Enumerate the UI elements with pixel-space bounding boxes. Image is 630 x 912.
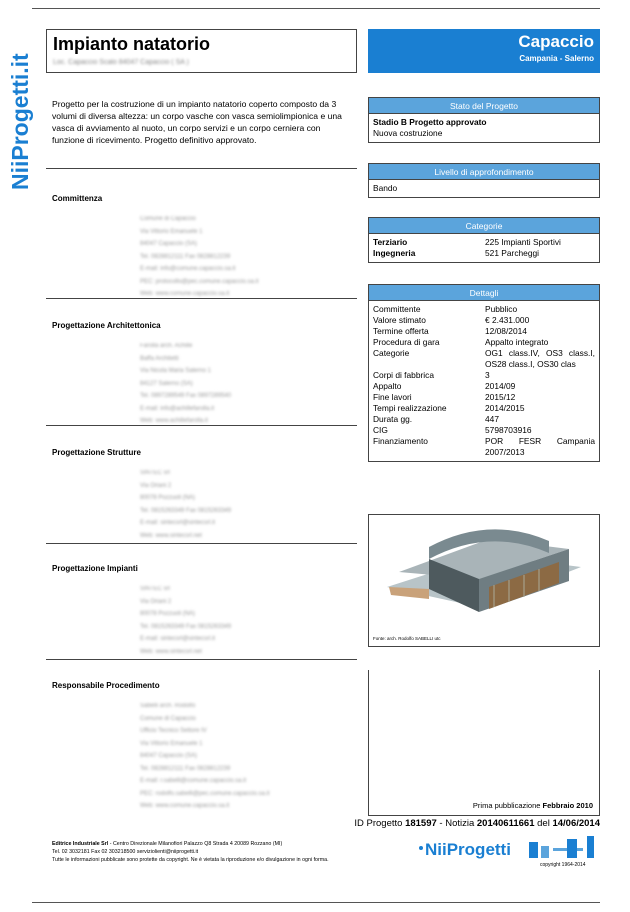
- party-contact-line: Via Vittorio Emanuele 1: [140, 740, 203, 747]
- niiprogetti-logo: [417, 836, 600, 860]
- party-heading: Progettazione Strutture: [52, 448, 141, 457]
- dettagli-key: Valore stimato: [373, 315, 426, 325]
- party-heading: Responsabile Procedimento: [52, 681, 160, 690]
- party-contact-line: Ufficio Tecnico Settore IV: [140, 728, 207, 734]
- dettagli-key: Procedura di gara: [373, 337, 440, 347]
- footer-company: Editrice Industriale Srl: [52, 841, 109, 847]
- categorie-heading: Categorie: [369, 218, 599, 234]
- dettagli-key: Committente: [373, 304, 421, 314]
- party-contact-line: Comune di Capaccio: [140, 216, 196, 222]
- separator: [46, 425, 357, 426]
- dettagli-row: [373, 304, 595, 315]
- top-rule: [32, 8, 600, 9]
- project-image-box: [368, 514, 600, 647]
- party-contact-line: 80078 Pozzuoli (NA): [140, 611, 196, 617]
- categoria-key: Ingegneria: [373, 248, 416, 258]
- party-contact-line: Via Nicola Maria Salerno 1: [140, 368, 211, 374]
- party-contact-line: PEC: protocollo@pec.comune.capaccio.sa.it: [140, 278, 259, 285]
- project-description: Progetto per la costruzione di un impianto natatorio coperto composto da 3 volumi di diversa altezza: un corpo vasche con vasca semiolimpionica e una vasca di avviamento al nuoto, un corpo servizi e un corpo cerniera con funzione di ricevimento. Progetto definitivo approvato.: [52, 99, 342, 145]
- dettagli-row: [373, 326, 595, 337]
- party-contact-line: PEC: rodolfo.sabelli@pec.comune.capaccio.sa.it: [140, 790, 270, 797]
- party-contact-line: E-mail: info@achillefarolla.it: [140, 405, 215, 412]
- party-contact-line: SINTEC srl: [140, 470, 170, 476]
- footer-address: - Centro Direzionale Milanofiori Palazzo Q8 Strada 4 20089 Rozzano (MI): [108, 841, 283, 847]
- party-contact-block: [140, 340, 352, 428]
- party-contact-line: E-mail: r.sabelli@comune.capaccio.sa.it: [140, 778, 247, 784]
- dettagli-row: [373, 370, 595, 381]
- party-contact-line: E-mail: sintecsrl@sintecsrl.it: [140, 636, 216, 642]
- region-name: Campania - Salerno: [519, 54, 594, 63]
- dettagli-key: CIG: [373, 425, 388, 435]
- dettagli-key: Appalto: [373, 381, 402, 391]
- dettagli-row: [373, 315, 595, 326]
- dettagli-heading: Dettagli: [369, 285, 599, 301]
- party-contact-line: Web: www.achillefarolla.it: [140, 418, 208, 424]
- party-contact-line: Via Oriani 2: [140, 598, 172, 605]
- dettagli-row: [373, 348, 595, 370]
- party-contact-line: Web: www.sintecsrl.net: [140, 648, 202, 655]
- separator: [46, 168, 357, 169]
- dettagli-row: [373, 436, 595, 458]
- dettagli-row: [373, 403, 595, 414]
- party-contact-line: Web: www.comune.capaccio.sa.it: [140, 803, 230, 809]
- party-contact-line: Baffa Architetti: [140, 355, 179, 362]
- dettagli-value: 2015/12: [485, 392, 516, 402]
- location-text: Loc. Capaccio Scalo 84047 Capaccio ( SA ): [53, 59, 189, 66]
- dettagli-value: 2014/2015: [485, 403, 525, 413]
- party-contact-block: [140, 467, 352, 542]
- svg-text:NiiProgetti: NiiProgetti: [425, 840, 511, 859]
- categoria-key: Terziario: [373, 237, 408, 247]
- stato-status: Stadio B Progetto approvato: [373, 117, 487, 127]
- stato-type: Nuova costruzione: [373, 128, 443, 138]
- party-strutture: [52, 448, 352, 542]
- party-heading: Progettazione Impianti: [52, 564, 138, 573]
- categoria-value: 225 Impianti Sportivi: [485, 237, 561, 247]
- party-contact-block: [140, 700, 352, 813]
- party-contact-line: Farolla arch. Achille: [140, 343, 193, 349]
- vertical-logo: [4, 30, 34, 190]
- party-contact-line: Tel. 0828812111 Fax 0828812239: [140, 253, 231, 260]
- dettagli-value: € 2.431.000: [485, 315, 530, 325]
- first-publication: Prima pubblicazione Febbraio 2010: [472, 801, 593, 810]
- dettagli-panel: [368, 284, 600, 462]
- svg-text:NiiProgetti.it: NiiProgetti.it: [7, 53, 33, 190]
- party-contact-line: E-mail: sintecsrl@sintecsrl.it: [140, 520, 216, 526]
- dettagli-value: 447: [485, 414, 499, 424]
- party-impianti: [52, 564, 352, 658]
- dettagli-key: Corpi di fabbrica: [373, 370, 434, 380]
- party-heading: Committenza: [52, 194, 103, 203]
- dettagli-key: Fine lavori: [373, 392, 412, 402]
- dettagli-value: Appalto integrato: [485, 337, 549, 347]
- dettagli-row: [373, 414, 595, 425]
- footer-contacts: Tel. 02 3032181 Fax 02 3032185​00 serviziolienti@niiprogetti.it: [52, 849, 199, 855]
- party-contact-line: Via Oriani 2: [140, 482, 172, 489]
- dettagli-key: Durata gg.: [373, 414, 413, 424]
- dettagli-row: [373, 392, 595, 403]
- party-contact-line: Web: www.comune.capaccio.sa.it: [140, 291, 230, 297]
- party-committenza: [52, 194, 352, 301]
- party-contact-line: 80078 Pozzuoli (NA): [140, 495, 196, 501]
- party-contact-line: Tel. 0897289549 Fax 0897289540: [140, 393, 232, 399]
- stato-panel: [368, 97, 600, 143]
- dettagli-key: Finanziamento: [373, 436, 428, 446]
- party-contact-line: Sabelli arch. Rodolfo: [140, 703, 196, 709]
- party-responsabile: [52, 681, 352, 813]
- footer-info: [52, 840, 412, 864]
- livello-panel: [368, 163, 600, 198]
- publication-box: [368, 670, 600, 816]
- separator: [46, 298, 357, 299]
- dettagli-value: 12/08/2014: [485, 326, 527, 336]
- bottom-rule: [32, 902, 600, 903]
- dettagli-key: Categorie: [373, 348, 410, 358]
- image-caption: Fonte: arch. Rodolfo SABELLI utc: [373, 636, 441, 641]
- categorie-panel: [368, 217, 600, 263]
- party-contact-line: SINTEC srl: [140, 586, 170, 592]
- party-contact-line: Tel. 0828812111 Fax 0828812239: [140, 765, 231, 772]
- party-contact-line: 84047 Capaccio (SA): [140, 241, 198, 247]
- party-contact-line: Tel. 0815263349 Fax 0815263349: [140, 623, 232, 630]
- party-architettonica: [52, 321, 352, 428]
- dettagli-value: Pubblico: [485, 304, 518, 314]
- party-contact-line: Web: www.sintecsrl.net: [140, 532, 202, 539]
- party-heading: Progettazione Architettonica: [52, 321, 161, 330]
- city-name: Capaccio: [518, 32, 594, 51]
- party-contact-line: 84127 Salerno (SA): [140, 380, 193, 387]
- dettagli-row: [373, 425, 595, 436]
- party-contact-line: Comune di Capaccio: [140, 715, 196, 722]
- footer-rights: Tutte le informazioni pubblicate sono protette da copyright. Ne è vietata la riproduzione e/o divulgazione in ogni forma.: [52, 857, 329, 863]
- separator: [46, 543, 357, 544]
- dettagli-row: [373, 381, 595, 392]
- party-contact-line: Tel. 0815263349 Fax 0815263349: [140, 507, 232, 514]
- party-contact-line: E-mail: info@comune.capaccio.sa.it: [140, 266, 236, 272]
- dettagli-value: 2014/09: [485, 381, 516, 391]
- dettagli-value: POR FESR Campania 2007/2013: [485, 436, 595, 457]
- party-contact-line: Via Vittorio Emanuele 1: [140, 228, 203, 235]
- party-contact-line: 84047 Capaccio (SA): [140, 753, 198, 759]
- livello-value: Bando: [373, 183, 398, 193]
- copyright: copyright 1964-2014: [540, 862, 586, 868]
- dettagli-key: Tempi realizzazione: [373, 403, 447, 413]
- building-render-image: [369, 517, 599, 627]
- dettagli-row: [373, 337, 595, 348]
- livello-heading: Livello di approfondimento: [369, 164, 599, 180]
- title-box: [46, 29, 357, 73]
- id-line: ID Progetto 181597 - Notizia 20140611661 del 14/06/2014: [354, 818, 600, 829]
- dettagli-value: 5798703916: [485, 425, 532, 435]
- dettagli-value: OG1 class.IV, OS3 class.I, OS28 class.I, OS30 clas: [485, 348, 595, 369]
- city-box: [368, 29, 600, 73]
- dettagli-value: 3: [485, 370, 490, 380]
- page-title: Impianto natatorio: [53, 34, 210, 54]
- stato-heading: Stato del Progetto: [369, 98, 599, 114]
- separator: [46, 659, 357, 660]
- party-contact-block: [140, 213, 352, 301]
- party-contact-block: [140, 583, 352, 658]
- dettagli-key: Termine offerta: [373, 326, 429, 336]
- categoria-value: 521 Parcheggi: [485, 248, 540, 258]
